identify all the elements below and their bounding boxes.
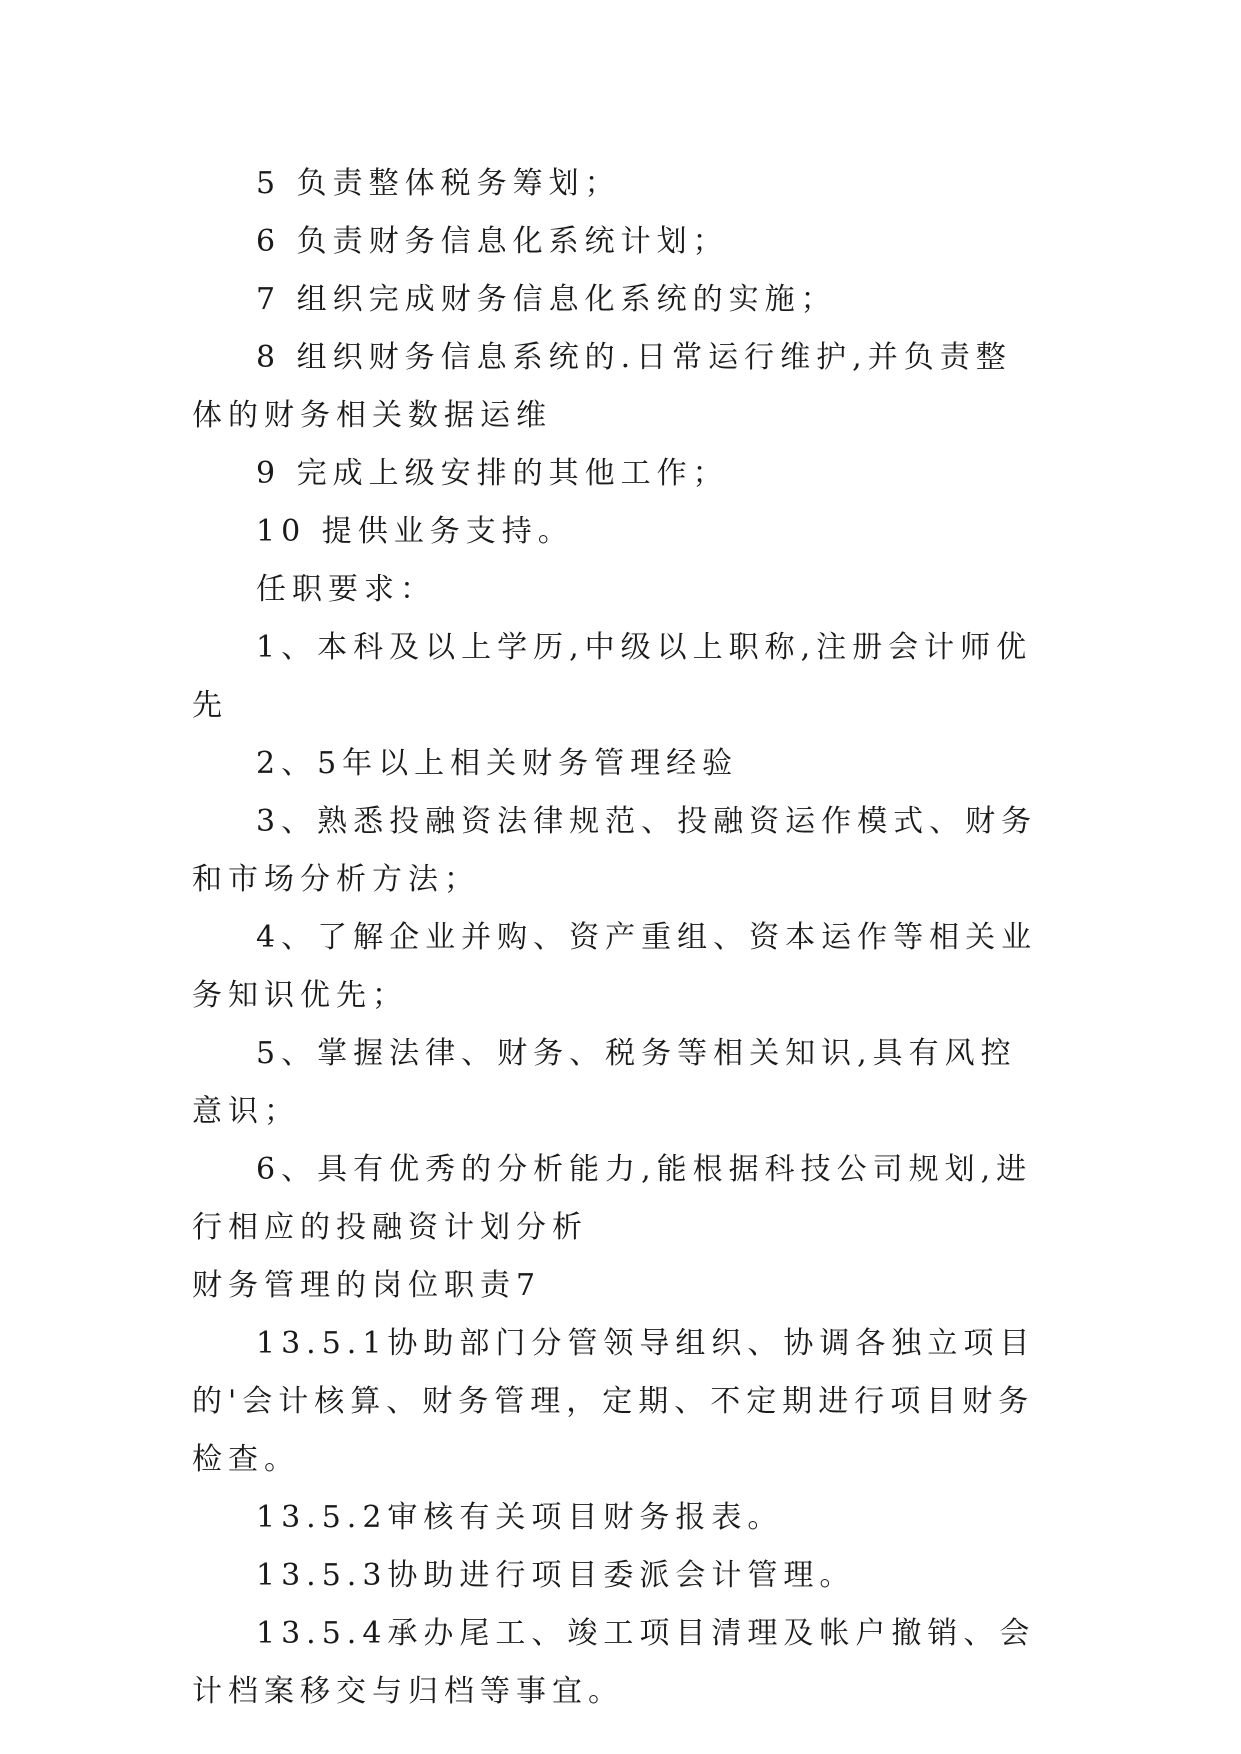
paragraph-requirement-4: 4、了解企业并购、资产重组、资本运作等相关业务知识优先； <box>192 920 1038 1013</box>
section-title: 财务管理的岗位职责7 <box>192 1268 542 1303</box>
paragraph-duty-10: 10 提供业务支持。 <box>256 514 574 549</box>
paragraph-13-5-1: 13.5.1协助部门分管领导组织、协调各独立项目的'会计核算、财务管理，定期、不定期进行项目财务检查。 <box>192 1326 1036 1477</box>
paragraph-requirement-3: 3、熟悉投融资法律规范、投融资运作模式、财务和市场分析方法； <box>192 804 1038 897</box>
paragraph-requirement-5: 5、掌握法律、财务、税务等相关知识,具有风控意识； <box>192 1036 1017 1129</box>
paragraph-requirement-2: 2、5年以上相关财务管理经验 <box>256 746 739 781</box>
paragraph-duty-7: 7 组织完成财务信息化系统的实施； <box>256 282 837 317</box>
paragraph-requirement-6: 6、具有优秀的分析能力,能根据科技公司规划,进行相应的投融资计划分析 <box>192 1152 1033 1245</box>
paragraph-duty-6: 6 负责财务信息化系统计划； <box>256 224 729 259</box>
paragraph-duty-8: 8 组织财务信息系统的.日常运行维护,并负责整体的财务相关数据运维 <box>192 340 1012 433</box>
paragraph-duty-9: 9 完成上级安排的其他工作； <box>256 456 729 491</box>
document-body <box>192 155 1042 1721</box>
paragraph-13-5-2: 13.5.2审核有关项目财务报表。 <box>256 1500 784 1535</box>
paragraph-13-5-3: 13.5.3协助进行项目委派会计管理。 <box>256 1558 856 1593</box>
paragraph-requirement-1: 1、本科及以上学历,中级以上职称,注册会计师优先 <box>192 630 1033 723</box>
requirements-heading: 任职要求： <box>256 572 436 607</box>
paragraph-13-5-4: 13.5.4承办尾工、竣工项目清理及帐户撤销、会计档案移交与归档等事宜。 <box>192 1616 1036 1709</box>
paragraph-duty-5: 5 负责整体税务筹划； <box>256 166 621 201</box>
